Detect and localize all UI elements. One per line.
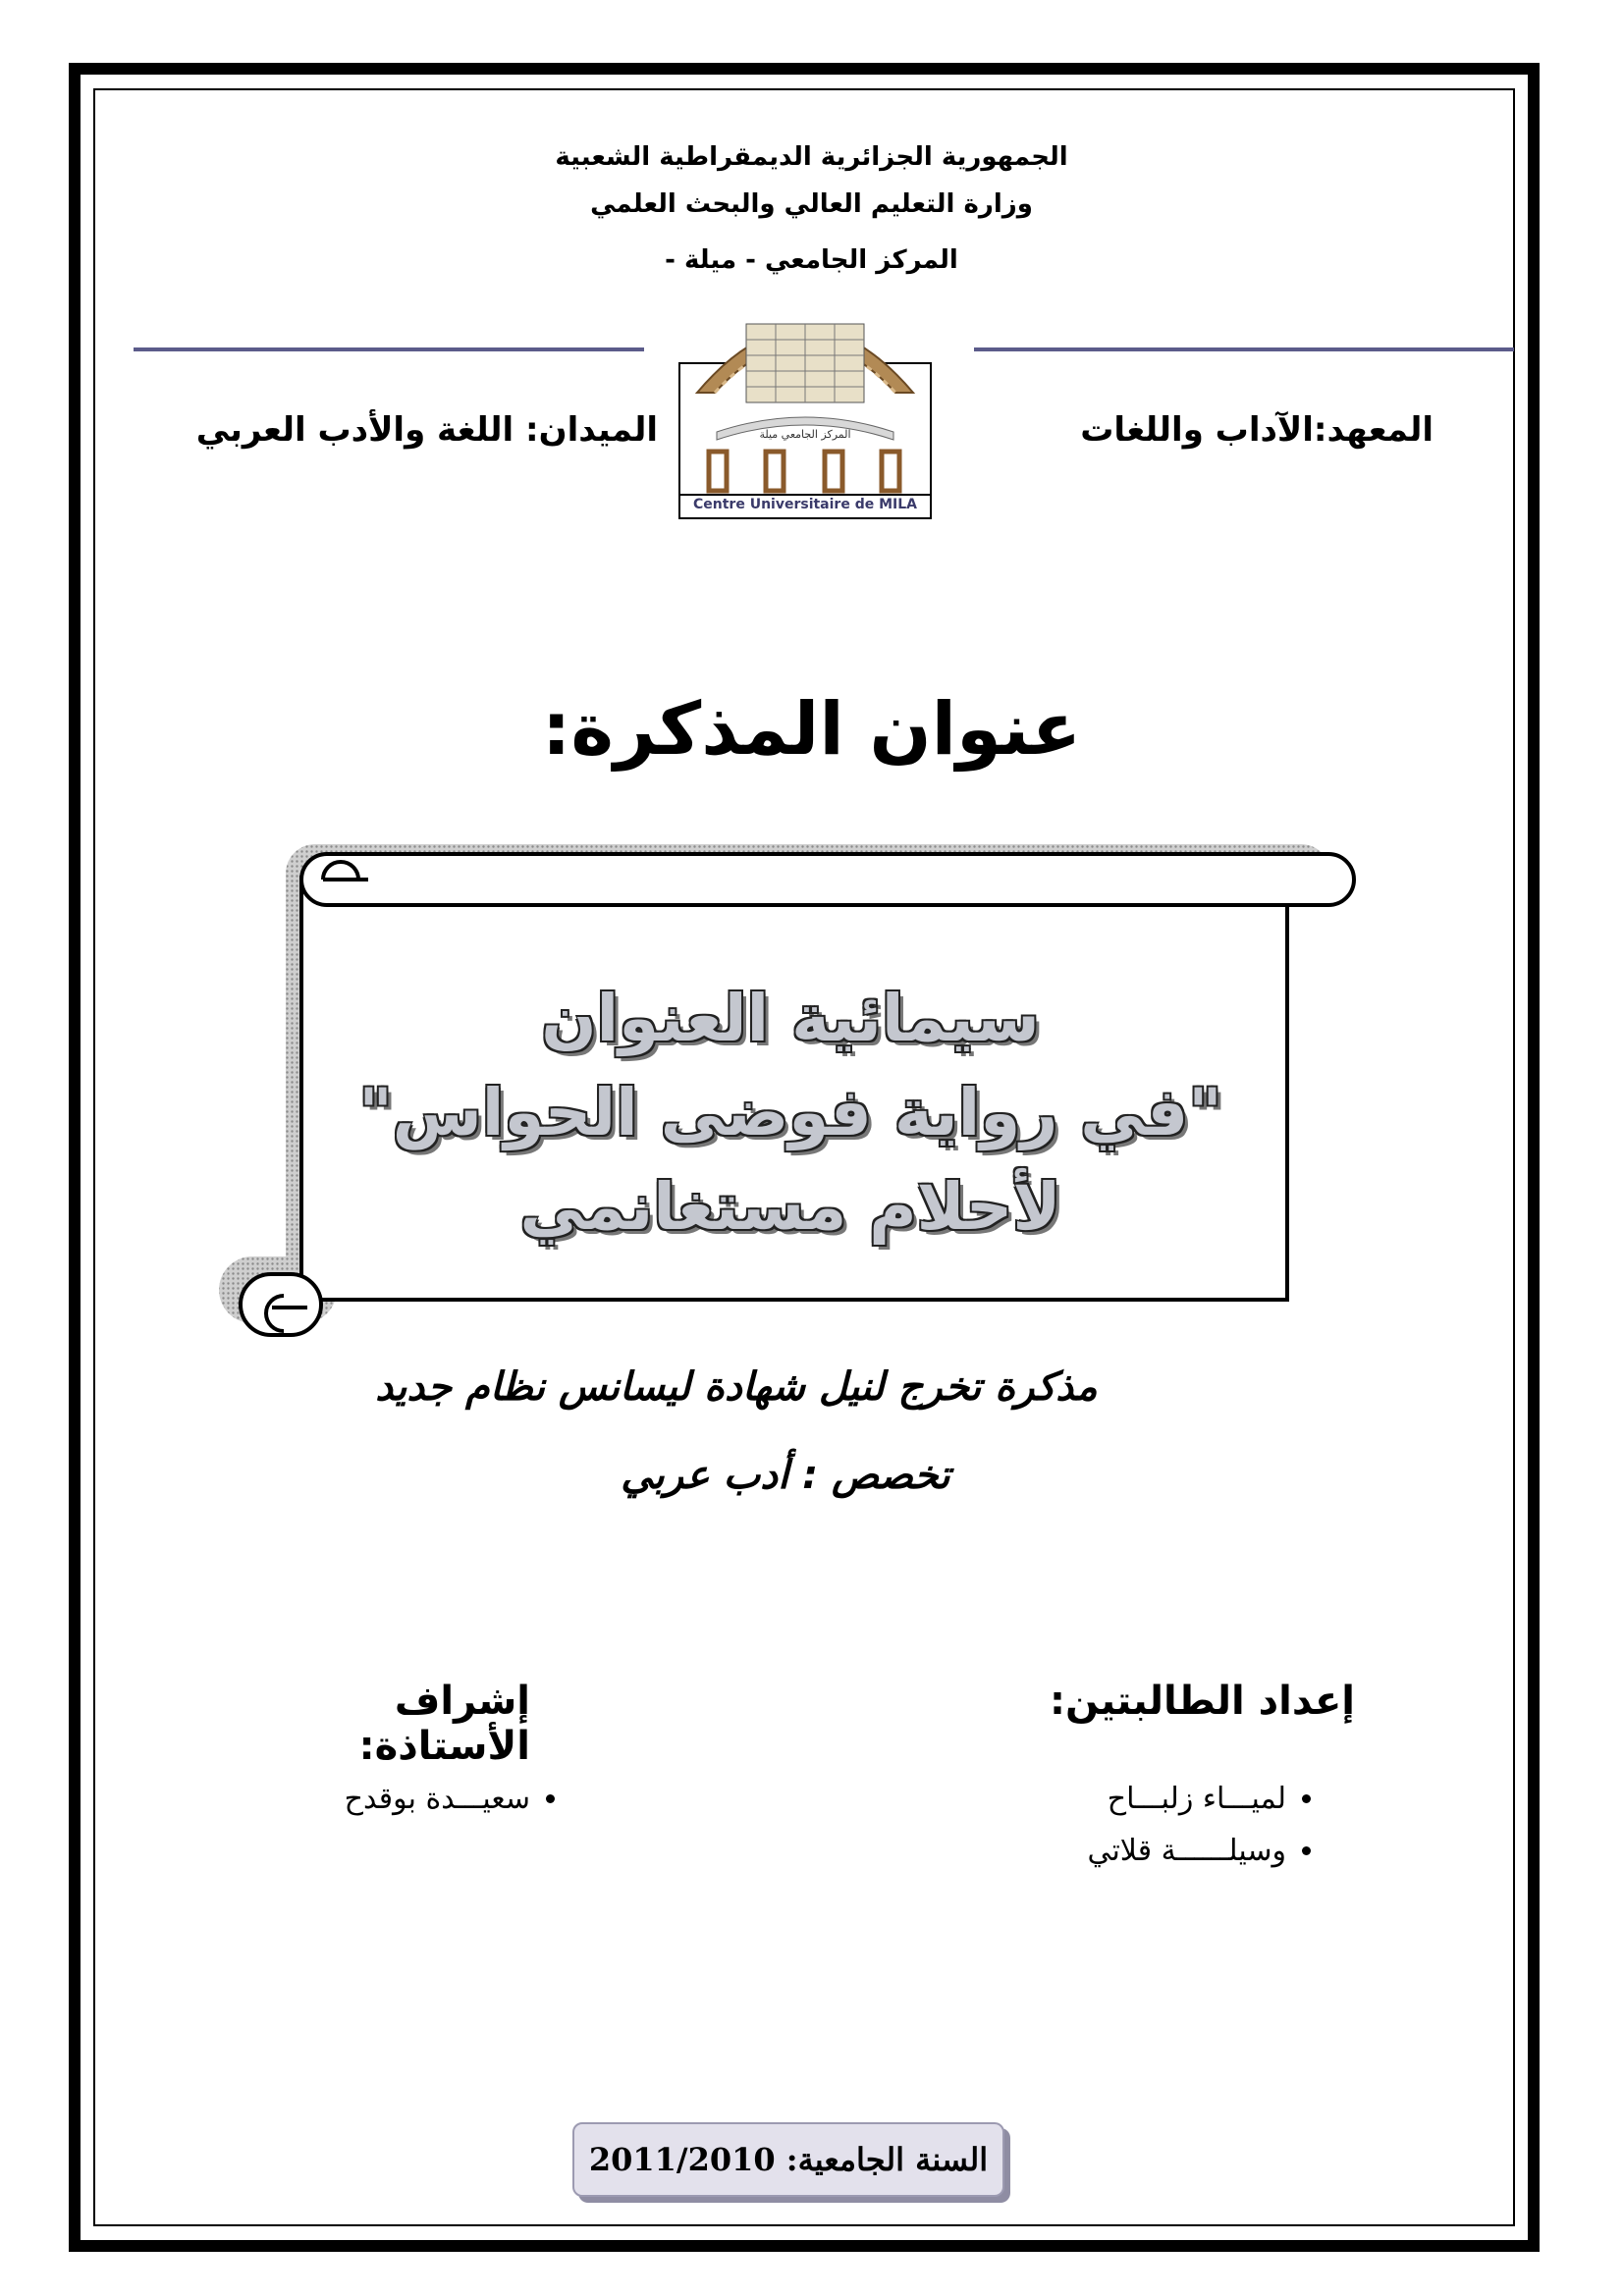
header-rule-right <box>974 347 1514 351</box>
header-center: المركز الجامعي - ميلة - <box>665 245 958 275</box>
specialization-line: تخصص : أدب عربي <box>621 1453 950 1498</box>
academic-year-value: 2011/2010 <box>588 2141 776 2178</box>
memo-title-label: عنوان المذكرة: <box>541 687 1082 772</box>
thesis-title-line1: سيمائية العنوان <box>541 981 1040 1056</box>
supervisor-heading: إشراف الأستاذة: <box>358 1679 530 1769</box>
academic-year-box <box>572 2122 1004 2197</box>
logo-caption-fr: Centre Universitaire de MILA <box>693 497 917 512</box>
supervisor-list <box>236 1782 560 1834</box>
degree-line: مذكرة تخرج لنيل شهادة ليسانس نظام جديد <box>375 1364 1098 1410</box>
university-logo <box>677 285 933 520</box>
thesis-title-line2: "في رواية فوضى الحواس" <box>358 1075 1222 1150</box>
institute-label: المعهد:الآداب واللغات <box>1080 410 1434 450</box>
logo-caption-ar: المركز الجامعي ميلة <box>759 428 851 441</box>
title-scroll <box>211 834 1370 1345</box>
domain-label: الميدان: اللغة والأدب العربي <box>195 410 658 450</box>
header-ministry: وزارة التعليم العالي والبحث العلمي <box>590 189 1033 219</box>
student-name: • لميـــاء زلبـــاح <box>962 1782 1286 1816</box>
header-republic: الجمهورية الجزائرية الديمقراطية الشعبية <box>555 142 1068 172</box>
student-name: • وسيلــــــة قلاتي <box>962 1834 1286 1868</box>
students-heading: إعداد الطالبتين: <box>1049 1679 1355 1724</box>
students-list <box>962 1782 1316 1886</box>
supervisor-name: • سعيـــدة بوقدح <box>236 1782 530 1816</box>
thesis-title-line3: لأحلام مستغانمي <box>519 1169 1061 1245</box>
academic-year <box>574 2124 1002 2195</box>
header-rule-left <box>134 347 644 351</box>
academic-year-label: السنة الجامعية: <box>785 2141 989 2178</box>
